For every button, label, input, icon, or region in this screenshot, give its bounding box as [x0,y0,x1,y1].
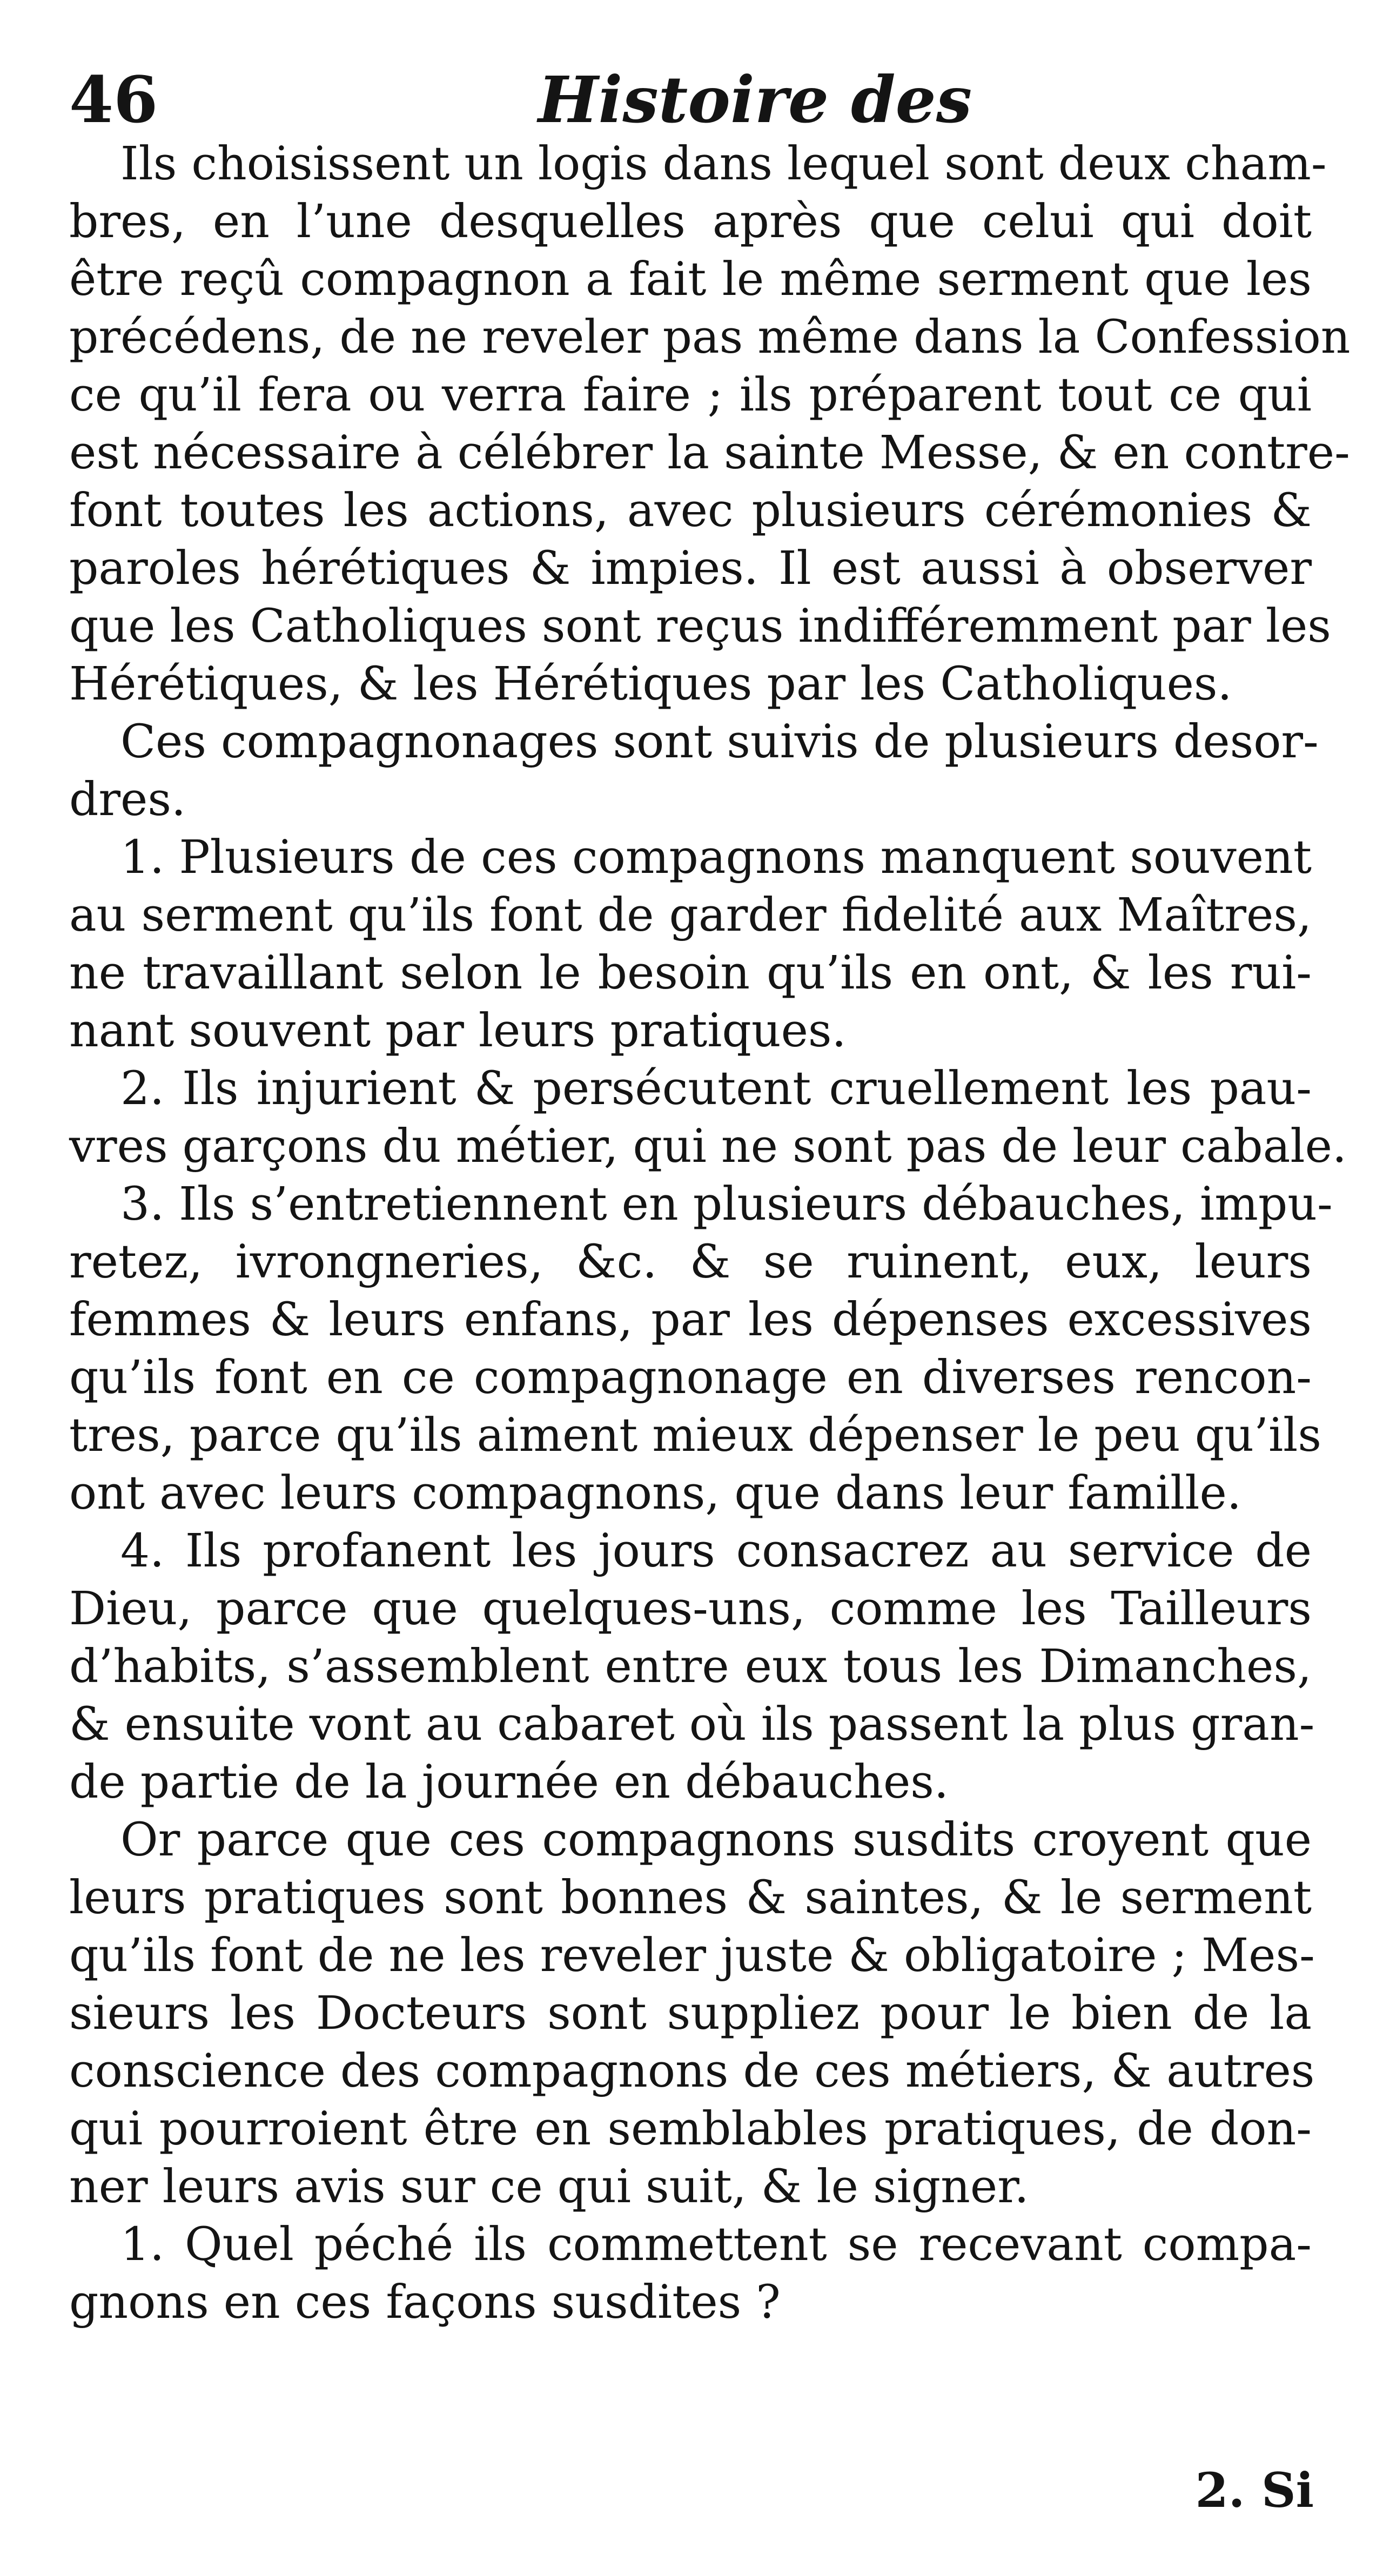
text-line: font toutes les actions, avec plusieurs cérémonies & [69,484,1312,537]
text-line: 4. Ils profanent les jours consacrez au service de [120,1524,1312,1578]
text-line: qui pourroient être en semblables pratiques, de don- [69,2102,1312,2156]
text-line: 1. Quel péché ils commettent se recevant compa- [120,2218,1312,2271]
running-head: Histoire des [538,62,972,137]
text-line: vres garçons du métier, qui ne sont pas de leur cabale. [69,1120,1347,1173]
text-line: de partie de la journée en débauches. [69,1756,949,1809]
text-line: tres, parce qu’ils aiment mieux dépenser le peu qu’ils [69,1409,1321,1462]
text-line: sieurs les Docteurs sont suppliez pour le bien de la [69,1987,1312,2040]
text-line: dres. [69,773,186,826]
text-line: femmes & leurs enfans, par les dépenses excessives [69,1293,1312,1347]
text-line: précédens, de ne reveler pas même dans la Confession [69,311,1351,364]
text-line: & ensuite vont au cabaret où ils passent la plus gran- [69,1698,1315,1751]
text-line: être reçû compagnon a fait le même serment que les [69,253,1312,306]
text-line: ce qu’il fera ou verra faire ; ils préparent tout ce qui [69,368,1312,422]
text-line: est nécessaire à célébrer la sainte Messe, & en contre- [69,426,1350,480]
text-line: 3. Ils s’entretiennent en plusieurs débauches, impu- [120,1178,1333,1231]
page-header [69,59,1312,140]
text-line: Hérétiques, & les Hérétiques par les Catholiques. [69,657,1232,711]
text-line: Ils choisissent un logis dans lequel sont deux cham- [120,137,1327,191]
text-line: leurs pratiques sont bonnes & saintes, & le serment [69,1871,1312,1925]
text-line: qu’ils font en ce compagnonage en diverses rencon- [69,1351,1312,1404]
catchword: 2. Si [1195,2462,1314,2518]
page-number: 46 [69,62,158,137]
text-line: Dieu, parce que quelques-uns, comme les Tailleurs [69,1582,1312,1636]
text-line: paroles hérétiques & impies. Il est aussi à observer [69,542,1312,595]
text-line: d’habits, s’assemblent entre eux tous les Dimanches, [69,1640,1312,1693]
text-line: ne travaillant selon le besoin qu’ils en ont, & les rui- [69,946,1312,1000]
text-line: ner leurs avis sur ce qui suit, & le signer. [69,2160,1029,2214]
text-line: Ces compagnonages sont suivis de plusieurs desor- [120,715,1319,769]
text-line: que les Catholiques sont reçus indifféremment par les [69,600,1331,653]
text-line: retez, ivrongneries, &c. & se ruinent, eux, leurs [69,1235,1312,1289]
text-line: Or parce que ces compagnons susdits croyent que [120,1813,1312,1867]
text-line: 1. Plusieurs de ces compagnons manquent souvent [120,831,1312,884]
text-line: conscience des compagnons de ces métiers, & autres [69,2044,1315,2098]
body-text [69,135,1351,2331]
text-line: bres, en l’une desquelles après que celui qui doit [69,195,1312,248]
text-line: ont avec leurs compagnons, que dans leur famille. [69,1467,1241,1520]
text-line: 2. Ils injurient & persécutent cruellement les pau- [120,1062,1312,1115]
text-line: au serment qu’ils font de garder fidelité aux Maîtres, [69,889,1312,942]
text-line: qu’ils font de ne les reveler juste & obligatoire ; Mes- [69,1929,1315,1982]
text-line: gnons en ces façons susdites ? [69,2276,781,2329]
text-line: nant souvent par leurs pratiques. [69,1004,847,1058]
